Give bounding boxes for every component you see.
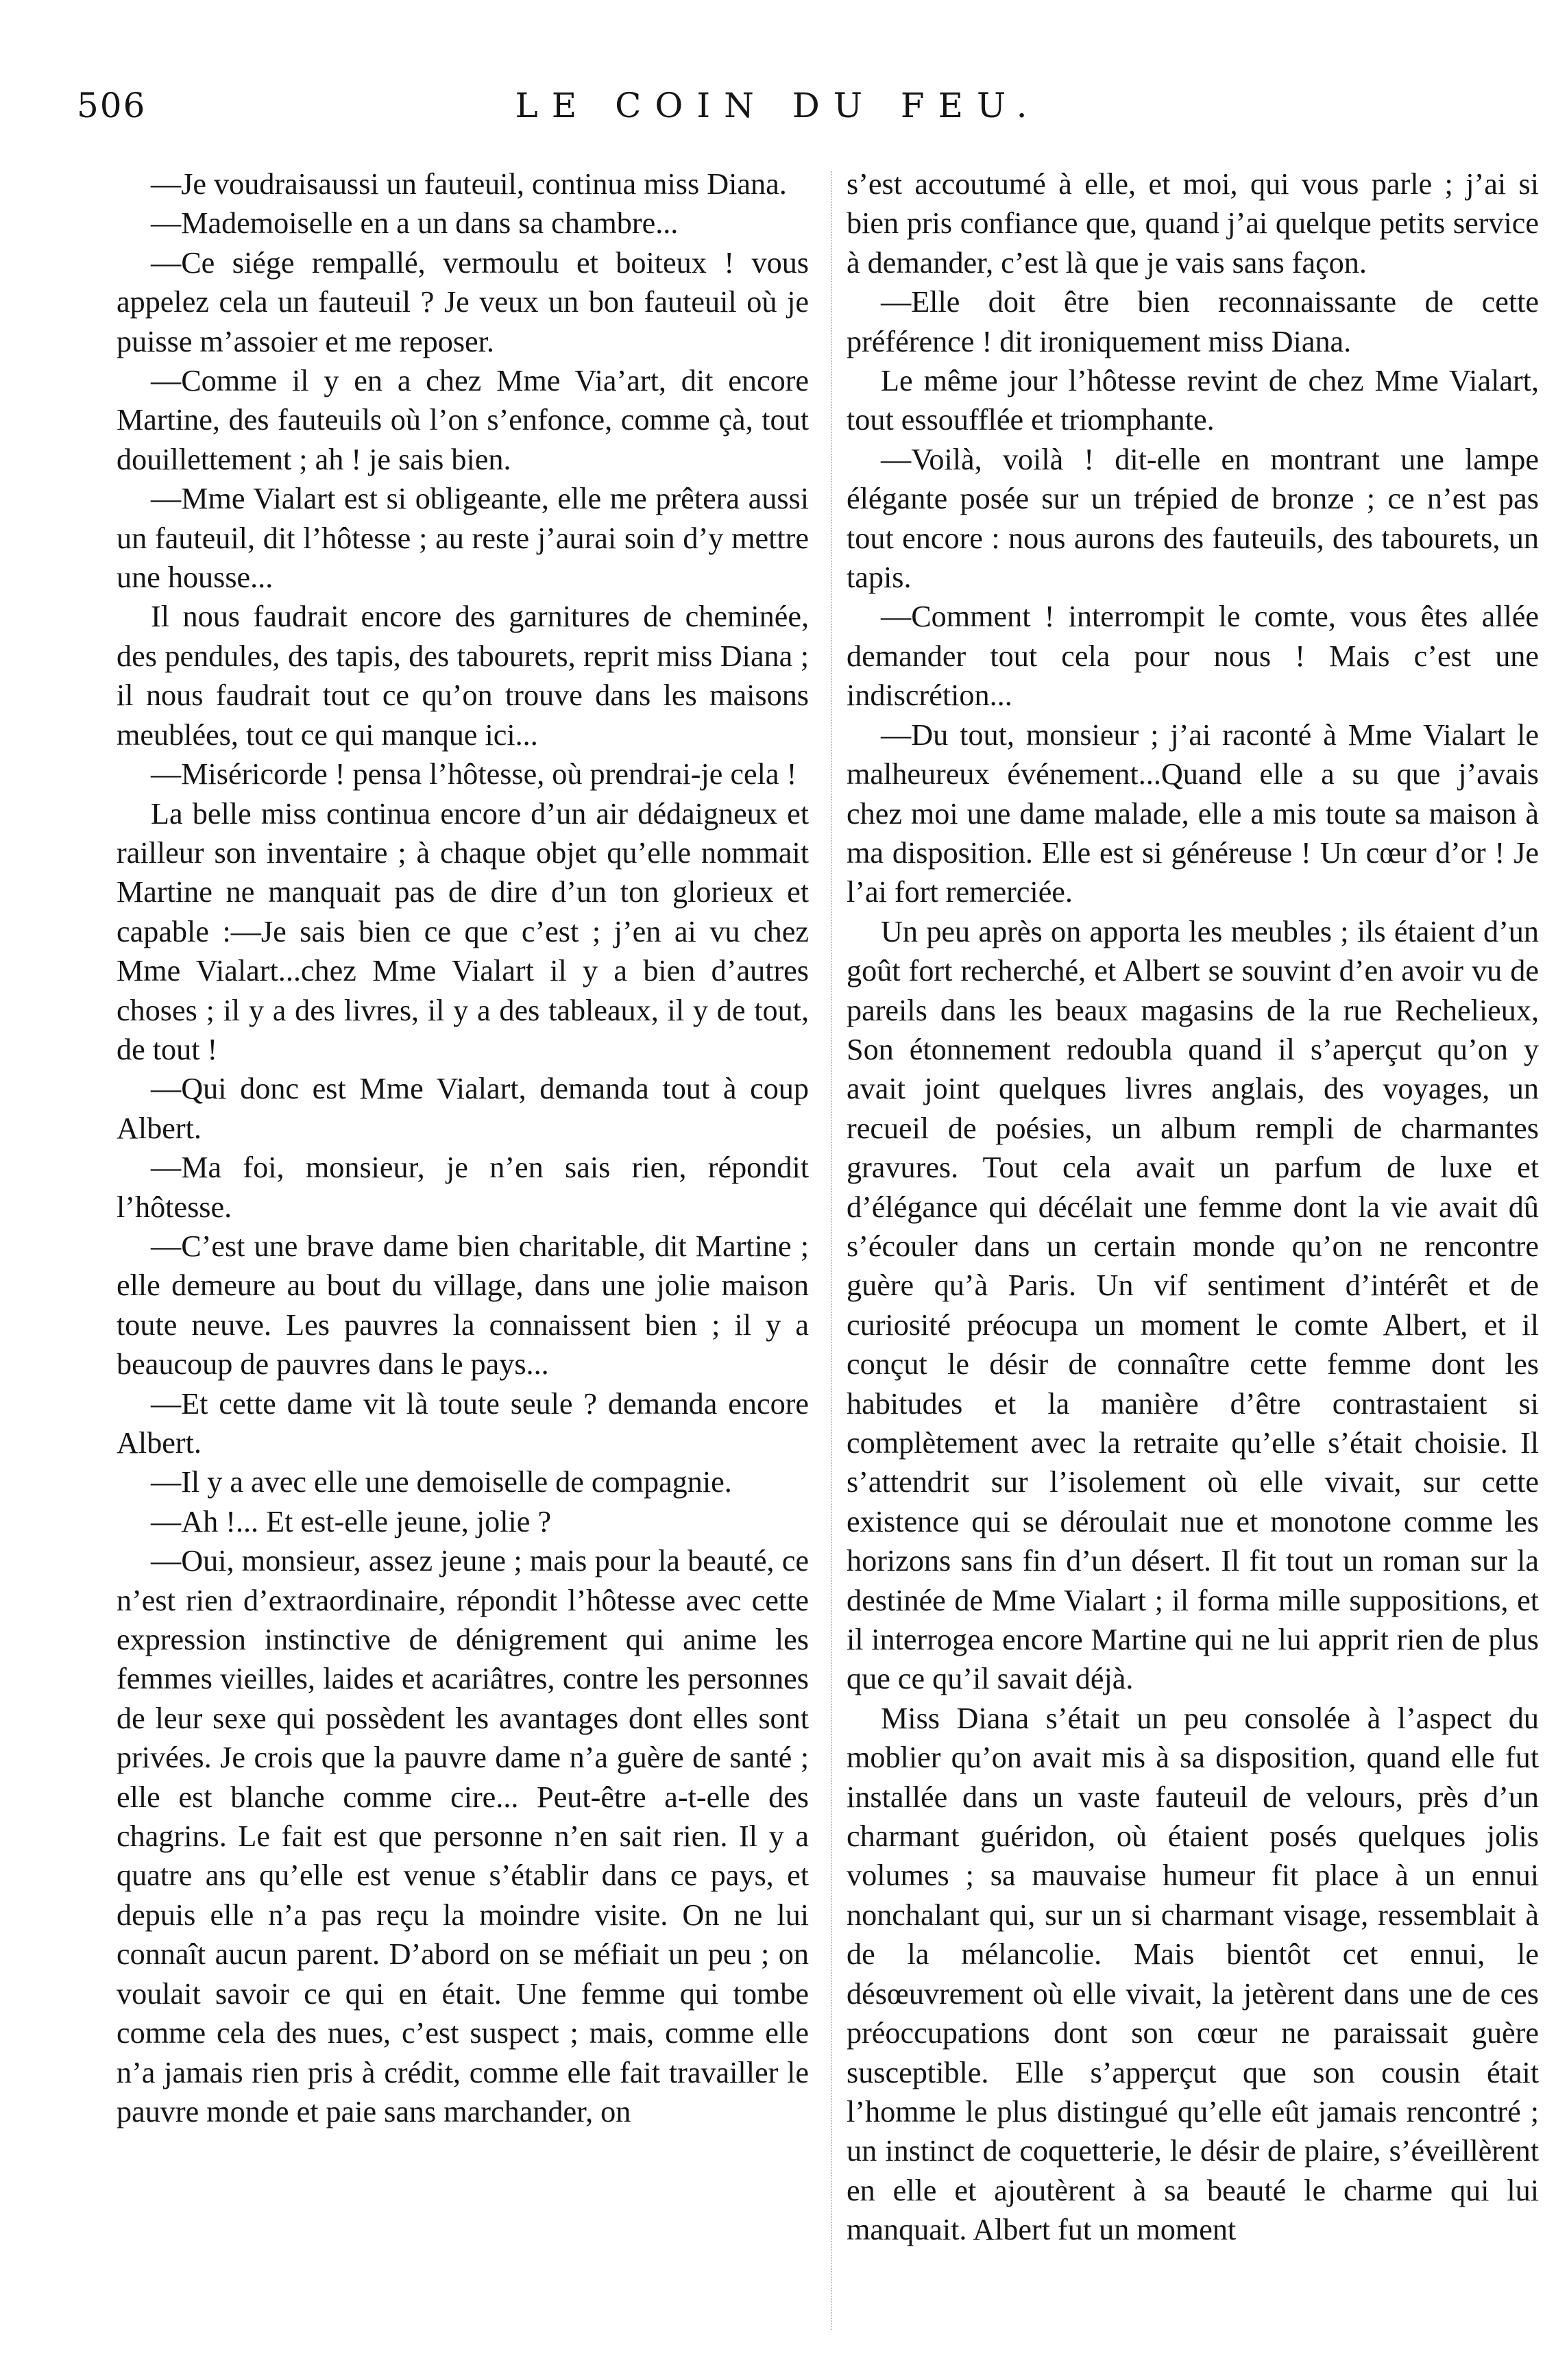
paragraph: —Du tout, monsieur ; j’ai raconté à Mme Vialart le malheureux événement...Quand elle a su que j’avais chez moi une dame malade, elle a mis toute sa maison à ma disposition. Elle est si généreuse ! Un cœur d’or ! Je l’ai fort remerciée. [847, 717, 1539, 909]
paragraph: Un peu après on apporta les meubles ; ils étaient d’un goût fort recherché, et Albert se souvint d’en avoir vu de pareils dans les beaux magasins de la rue Rechelieux, Son étonnement redoubla quand il s’aperçut qu’on y avait joint quelques livres anglais, des voyages, un recueil de poésies, un album rempli de charmantes gravures. Tout cela avait un parfum de luxe et d’élégance qui décélait une femme dont la vie avait dû s’écouler dans un certain monde qu’on ne rencontre guère qu’à Paris. Un vif sentiment d’intérêt et de curiosité préocupa un moment le comte Albert, et il conçut le désir de connaître cette femme dont les habitudes et la manière d’être contrastaient si complètement avec la retraite qu’elle s’était choisie. Il s’attendrit sur l’isolement où elle vivait, sur cette existence qui se déroulait nue et monotone comme les horizons sans fin d’un désert. Il fit tout un roman sur la destinée de Mme Vialart ; il forma mille suppositions, et il interrogea encore Martine qui ne lui apprit rien de plus que ce qu’il savait déjà. [847, 914, 1539, 1696]
paragraph: —C’est une brave dame bien charitable, dit Martine ; elle demeure au bout du village, dans une jolie maison toute neuve. Les pauvres la connaissent bien ; il y a beaucoup de pauvres dans le pays... [117, 1229, 809, 1382]
paragraph: —Qui donc est Mme Vialart, demanda tout à coup Albert. [117, 1072, 809, 1145]
paragraph: —Oui, monsieur, assez jeune ; mais pour la beauté, ce n’est rien d’extraordinaire, répondit l’hôtesse avec cette expression instinctive de dénigrement qui anime les femmes vieilles, laides et acariâtres, contre les personnes de leur sexe qui possèdent les avantages dont elles sont privées. Je crois que la pauvre dame n’a guère de santé ; elle est blanche comme cire... Peut-être a-t-elle des chagrins. Le fait est que personne n’en sait rien. Il y a quatre ans qu’elle est venue s’établir dans ce pays, et depuis elle n’a pas reçu la moindre visite. On ne lui connaît aucun parent. D’abord on se méfiait un peu ; on voulait savoir ce qui en était. Une femme qui tombe comme cela des nues, c’est suspect ; mais, comme elle n’a jamais rien pris à crédit, comme elle fait travailler le pauvre monde et paie sans marchander, on [117, 1544, 809, 2128]
paragraph: —Voilà, voilà ! dit-elle en montrant une lampe élégante posée sur un trépied de bronze ; ce n’est pas tout encore : nous aurons des fauteuils, des tabourets, un tapis. [847, 442, 1539, 595]
paragraph: —Mme Vialart est si obligeante, elle me prêtera aussi un fauteuil, dit l’hôtesse ; au reste j’aurai soin d’y mettre une housse... [117, 482, 809, 595]
paragraph: —Ma foi, monsieur, je n’en sais rien, répondit l’hôtesse. [117, 1151, 809, 1224]
paragraph: —Il y a avec elle une demoiselle de compagnie. [151, 1465, 732, 1499]
paragraph: La belle miss continua encore d’un air dédaigneux et railleur son inventaire ; à chaque objet qu’elle nommait Martine ne manquait pas de dire d’un ton glorieux et capable :—Je sais bien ce que c’est ; j’en ai vu chez Mme Vialart...chez Mme Vialart il y a bien d’autres choses ; il y a des livres, il y a des tableaux, il y de tout, de tout ! [117, 796, 809, 1066]
paragraph: —Comment ! interrompit le comte, vous êtes allée demander tout cela pour nous ! Mais c’est une indiscrétion... [847, 600, 1539, 713]
left-column [117, 164, 809, 2131]
page-header [0, 86, 1556, 134]
paragraph: —Ce siége rempallé, vermoulu et boiteux ! vous appelez cela un fauteuil ? Je veux un bon fauteuil où je puisse m’assoier et me reposer. [117, 245, 809, 358]
page-number: 506 [77, 86, 147, 125]
paragraph-continued: s’est accoutumé à elle, et moi, qui vous parle ; j’ai si bien pris confiance que, quand j’ai quelque petits service à demander, c’est là que je vais sans façon. [847, 167, 1539, 280]
paragraph: —Elle doit être bien reconnaissante de cette préférence ! dit ironiquement miss Diana. [847, 285, 1539, 358]
paragraph: —Miséricorde ! pensa l’hôtesse, où prendrai-je cela ! [151, 757, 797, 792]
paragraph: —Ah !... Et est-elle jeune, jolie ? [151, 1504, 552, 1538]
paragraph: Miss Diana s’était un peu consolée à l’aspect du moblier qu’on avait mis à sa disposition, quand elle fut installée dans un vaste fauteuil de velours, près d’un charmant guéridon, où étaient posés quelques jolis volumes ; sa mauvaise humeur fit place à un ennui nonchalant qui, sur un si charmant visage, ressemblait à de la mélancolie. Mais bientôt cet ennui, le désœuvrement où elle vivait, la jetèrent dans une de ces préoccupations dont son cœur ne paraissait guère susceptible. Elle s’apperçut que son cousin était l’homme le plus distingué qu’elle eût jamais rencontré ; un instinct de coquetterie, le désir de plaire, s’éveillèrent en elle et ajoutèrent à sa beauté le charme qui lui manquait. Albert fut un moment [847, 1701, 1539, 2247]
paragraph: —Et cette dame vit là toute seule ? demanda encore Albert. [117, 1386, 809, 1460]
right-column [847, 164, 1539, 2250]
paragraph: Il nous faudrait encore des garnitures de cheminée, des pendules, des tapis, des tabourets, reprit miss Diana ; il nous faudrait tout ce qu’on trouve dans les maisons meublées, tout ce qui manque ici... [117, 600, 809, 752]
paragraph: Le même jour l’hôtesse revint de chez Mme Vialart, tout essoufflée et triomphante. [847, 364, 1539, 437]
paragraph: —Mademoiselle en a un dans sa chambre... [151, 206, 679, 241]
paragraph: —Je voudraisaussi un fauteuil, continua miss Diana. [151, 167, 787, 201]
paragraph: —Comme il y en a chez Mme Via’art, dit encore Martine, des fauteuils où l’on s’enfonce, comme çà, tout douillettement ; ah ! je sais bien. [117, 364, 809, 476]
running-title: LE COIN DU FEU. [515, 86, 1041, 125]
column-divider [831, 171, 832, 2330]
